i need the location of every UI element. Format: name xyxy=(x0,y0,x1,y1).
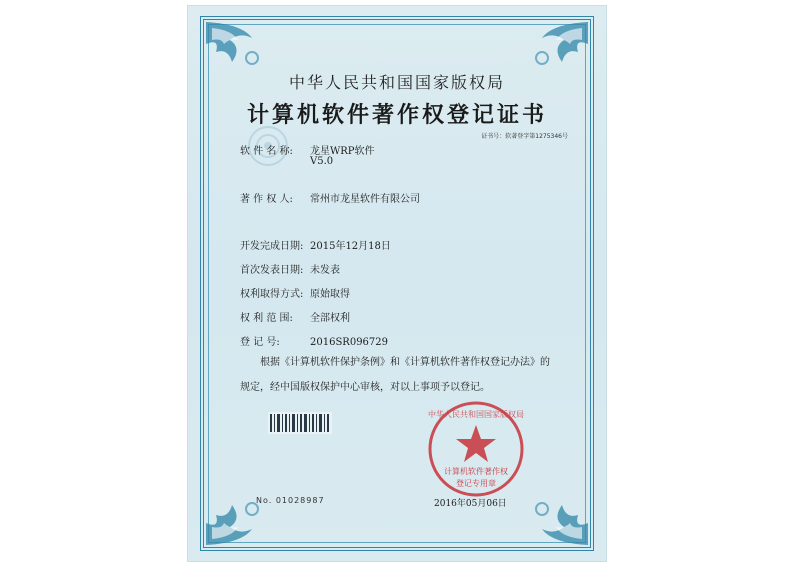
software-name-row xyxy=(240,142,375,157)
barcode-icon xyxy=(268,412,332,434)
owner-row xyxy=(240,190,420,205)
issue-date: 2016年05月06日 xyxy=(434,499,507,509)
software-name-value: 龙星WRP软件 xyxy=(310,146,375,157)
certificate-number: 证书号：软著登字第1275346号 xyxy=(481,133,568,140)
acquire-method-value: 原始取得 xyxy=(310,289,350,300)
rights-scope-value: 全部权利 xyxy=(310,313,350,324)
seal-inner-text-2: 登记专用章 xyxy=(456,479,496,488)
statement-line-2: 规定，经中国版权保护中心审核，对以上事项予以登记。 xyxy=(240,382,490,393)
registration-number-value: 2016SR096729 xyxy=(310,337,389,348)
rights-scope-row xyxy=(240,309,350,324)
serial-number: No. 01028987 xyxy=(256,496,325,505)
dev-date-value: 2015年12月18日 xyxy=(310,241,391,252)
seal-outer-text: 中华人民共和国国家版权局 xyxy=(428,410,524,419)
seal-inner-text-1: 计算机软件著作权 xyxy=(444,467,508,476)
registration-number-label: 登 记 号: xyxy=(240,337,280,348)
first-publish-label: 首次发表日期: xyxy=(240,265,304,276)
statement-line-1: 根据《计算机软件保护条例》和《计算机软件著作权登记办法》的 xyxy=(260,357,550,368)
certificate xyxy=(188,6,606,561)
owner-label: 著 作 权 人: xyxy=(240,194,293,205)
issuer-title: 中华人民共和国国家版权局 xyxy=(288,73,505,92)
software-version: V5.0 xyxy=(310,156,334,167)
acquire-method-label: 权利取得方式: xyxy=(240,289,304,300)
first-publish-value: 未发表 xyxy=(310,265,340,276)
certificate-title: 计算机软件著作权登记证书 xyxy=(246,103,547,128)
rights-scope-label: 权 利 范 围: xyxy=(240,313,293,324)
owner-value: 常州市龙星软件有限公司 xyxy=(310,194,420,205)
registration-number-row xyxy=(240,333,388,348)
software-name-label: 软 件 名 称: xyxy=(240,146,293,157)
first-publish-row xyxy=(240,261,340,276)
acquire-method-row xyxy=(240,285,350,300)
statement xyxy=(240,350,570,400)
dev-date-label: 开发完成日期: xyxy=(240,241,304,252)
dev-date-row xyxy=(240,237,391,252)
